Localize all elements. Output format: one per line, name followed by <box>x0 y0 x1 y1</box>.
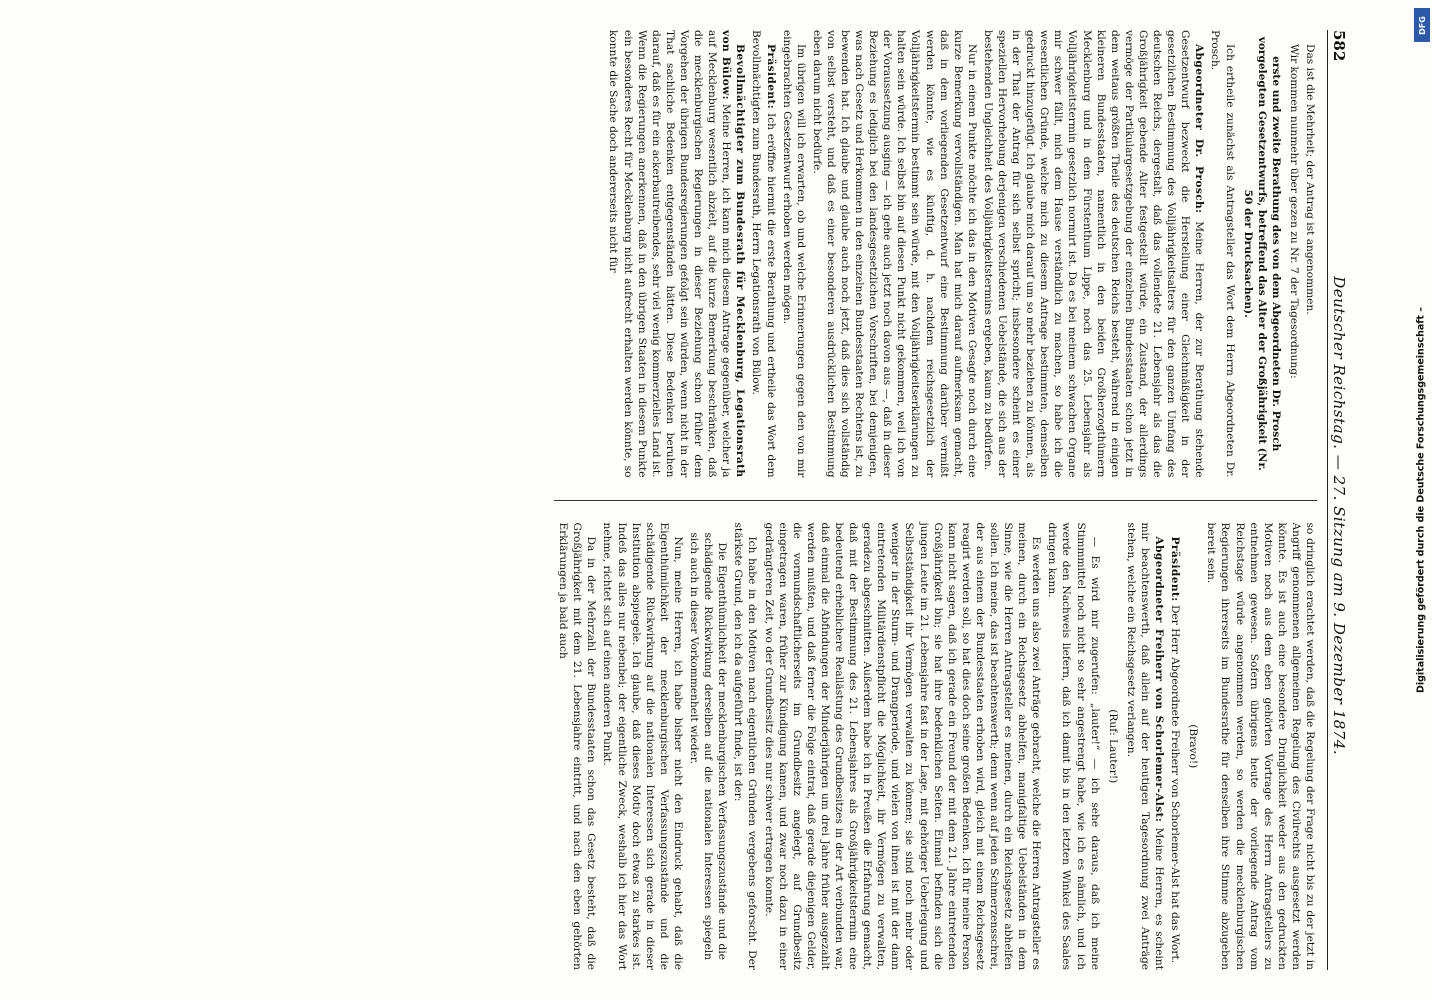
body-paragraph: Es werden uns also zwei Anträge gebracht, welche die Herren Antragsteller es meinen, durch ein Reichsgesetz abhelfen, manigfaltige Uebelständen in dem Sinne, wie die Herren Antragsteller es meinen, durch ein Reichsgesetz abhelfen sollen. Ich meine, das ist beachtenswerth; denn wenn auf jeden Schmerzensschrei, der aus einem der Bundesstaaten erhoben wird, gleich mit einem Reichsgesetz reagirt werden soll, so hat dies doch seine großen Bedenken. Ich für meine Person kann nicht sagen, daß ich gerade ein Freund der mit dem 21. Jahre eintretenden Großjährigkeit bin; sie hat ihre bedenklichen Seiten. Einmal befinden sich die jungen Leute im 21. Lebensjahre fast in der Lage, mit gehöriger Ueberlegung und Selbstständigkeit ihr Vermögen verwalten zu können; sie sind noch mehr oder weniger in der Sturm- und Drangperiode, und vielen von ihnen ist mit der dann eintretenden Militärdienstpflicht die Möglichkeit, ihr Vermögen zu verwalten, geradezu abgeschnitten. Außerdem habe ich in Preußen die Erfahrung gemacht, daß mit der Bestimmung des 21. Lebensjahres als Großjährigkeitstermin eine bedeutend erheblichere Reallästung des Grundbesitzes in der Art verbunden war, daß einmal die Abfindungen der Minderjährigen um drei Jahre früher ausgezahlt werden mußten, und daß ferner die Folge eintrat, daß gerade diejenigen Gelder, die vormundschaftlicherseits im Grundbesitz angelegt, auf Grundbesitz eingetragen waren, früher zur Kündigung kamen, und zwar noch dazu in einer gedrängteren Zeit, wo der Grundbesitz dies nur schwer ertragen konnte. <box>762 522 1043 970</box>
page-title: Deutscher Reichstag. — 27. Sitzung am 9. Dezember 1874. <box>1330 276 1348 756</box>
speech-paragraph <box>1124 523 1166 971</box>
page-number: 582 <box>1330 30 1348 62</box>
dfg-logo-badge <box>1414 8 1430 42</box>
left-column <box>554 30 1317 478</box>
speaker-name: Präsident: <box>764 44 777 110</box>
dfg-logo-text: DFG <box>1417 15 1427 35</box>
agenda-item: erste und zweite Berathung des von dem Abgeordneten Dr. Prosch vorgelegten Gesetzentwurfs, betreffend das Alter der Großjährigkeit (Nr. 50 der Drucksachen). <box>1241 36 1282 471</box>
quoted-passage: Die Eigenthümlichkeit der mecklenburgischen Verfassungszustände und die schädigende Rückwirkung derselben auf die nationalen Interessen spiegeln sich auch in dieser Vorkommenheit wieder. <box>688 532 729 960</box>
body-paragraph: — Es wird mir zugerufen: „lauter!“ — ich sehe daraus, daß ich meine Stimmmittel noch nicht so sehr angestrengt habe, wie ich es nämlich, und ich werde den Nachweis liefern, daß ich damit bis in den letzten Winkel des Saales dringen kann. <box>1046 522 1101 970</box>
speech-text: Meine Herren, es scheint mir beachtenswerth, daß allein auf der heutigen Tagesordnung zwei Anträge stehen, welche ein Reichsgesetz verlangen. <box>1124 522 1166 970</box>
body-paragraph: Nur in einem Punkte möchte ich das in den Motiven Gesagte noch durch eine kurze Bemerkung vervollständigen. Man hat mich darauf aufmerksam gemacht, daß in dem vorliegenden Gesetzentwurf eine Bestimmung darüber vermißt werden könnte, wie es künftig, d. h. nachdem reichsgesetzlich der Volljährigkeitstermin bestimmt sein würde, mit den Volljährigkeitserklärungen zu halten sein würde. Ich selbst bin auf diesen Punkt nicht gekommen, weil ich von der Voraussetzung ausging — ich gehe auch jetzt noch davon aus —, daß in dieser Beziehung es lediglich bei den landesgesetzlichen Vorschriften, bei demjenigen, was nach Gesetz und Herkommen in den einzelnen Bundesstaaten Rechtens ist, zu bewenden hat. Ich glaube und glaube auch noch jetzt, daß dies sich vollständig von selbst versteht, und daß es einer besonderen ausdrücklichen Bestimmung eben darum nicht bedürfe. <box>810 30 978 478</box>
speech-paragraph <box>749 30 777 478</box>
body-paragraph: Da in der Mehrzahl der Bundesstaaten schon das Gesetz besteht, daß die Großjährigkeit mit dem 21. Lebensjahre eintritt, und nach den eben gehörten Erklärungen ja bald auch <box>557 522 598 970</box>
speech-text: Meine Herren, der zur Berathung stehende Gesetzentwurf bezweckt die Herstellung einer Gleichmäßigkeit in der gesetzlichen Bestimmung des Volljährigkeitsalters für den ganzen Umfang des deutschen Reichs, dergestalt, daß das vollendete 21. Lebensjahr als das die Großjährigkeit gebende Alter festgestellt würde, ein Zustand, der allerdings vermöge der Partikulargesetzgebung der einzelnen Bundesstaaten schon jetzt in dem weitaus größten Theile des deutschen Reichs besteht, während in einigen kleineren Bundesstaaten, namentlich in den beiden Großherzogthümern Mecklenburg und in dem Fürstenthum Lippe, noch das 25. Lebensjahr als Volljährigkeitstermin gesetzlich normirt ist. Da es bei meinem schwachen Organe mir schwer fällt, mich dem Hause verständlich zu machen, so habe ich die wesentlichen Gründe, welche mich zu diesem Antrage bestimmten, demselben gedruckt hinzugefügt. Ich glaube mich darauf um so mehr beziehen zu können, als in der That der Antrag für sich selbst spricht; insbesondere scheint es einer speziellen Hervorhebung derjenigen verschiedenen Uebelstände, die sich aus der bestehenden Ungleichheit des Volljährigkeitstermins ergeben, kaum zu bedürfen. <box>981 30 1206 478</box>
interjection: (Bravo!) <box>1187 724 1200 769</box>
digitization-credit: Digitalisierung gefördert durch die Deutsche Forschungsgemeinschaft – <box>1415 306 1427 694</box>
speech-text: Ich eröffne hiermit die erste Berathung und ertheile das Wort dem Bevollmächtigten zum Bundesrath, Herrn Legationsrath von Bülow. <box>750 30 777 478</box>
speaker-name: Präsident: <box>1169 536 1182 602</box>
page-header <box>1327 30 1358 970</box>
body-paragraph: Nun, meine Herren, ich habe bisher nicht den Eindruck gehabt, daß die Eigenthümlichkeit der mecklenburgischen Verfassungszustände und die schädigende Rückwirkung auf die nationalen Interessen sich gerade in dieser Institution abspiegele. Ich glaube, daß dieses Motiv doch etwas zu starkes ist. Indeß das alles nur nebenbei; der eigentliche Zweck, weshalb ich hier das Wort nehme, richtet sich auf einen anderen Punkt. <box>601 522 684 970</box>
speaker-name: Bevollmächtigter zum Bundesrath für Mecklenburg, Legationsrath von Bülow: <box>720 30 747 478</box>
speech-text: Meine Herren, ich kann mich diesem Antrage gegenüber, welcher ja auf Mecklenburg wesentlich abzielt, auf die kurze Bemerkung beschränken, daß die mecklenburgischen Regierungen in dieser Beziehung schon früher dem Vorgehen der übrigen Bundesregierungen gefolgt sein würden, wenn nicht in der That sachliche Bedenken entgegenständen hätten. Diese Bedenken beruhen darauf, daß es für ein ackerbautreibendes, sehr viel wenig kommerzielles Land ist. Wenn die Regierungen anerkennen, daß in den übrigen Staaten in diesem Punkte ein besonderes Recht für Mecklenburg nicht aufrecht erhalten werden könnte, so konnte die Sache doch andererseits nicht für <box>607 30 733 478</box>
column-divider <box>554 500 1317 501</box>
interjection: (Ruf: Lauter!) <box>1106 709 1119 784</box>
speech-paragraph <box>606 30 747 478</box>
speaker-name: Abgeordneter Freiherr von Schorlemer-Alst: <box>1153 536 1166 823</box>
text-columns <box>554 30 1317 970</box>
speaker-name: Abgeordneter Dr. Prosch: <box>1193 44 1206 214</box>
body-paragraph: Das ist die Mehrheit; der Antrag ist angenommen. <box>1304 44 1316 315</box>
speech-text: Der Herr Abgeordnete Freiherr von Schorlemer-Alst hat das Wort. <box>1169 604 1182 964</box>
speech-paragraph <box>1168 523 1182 971</box>
body-paragraph: so dringlich erachtet werden, daß die Regelung der Frage nicht bis zu der jetzt in Angriff genommenen allgemeinen Regelung des Civilrechts ausgesetzt werden könnte. Es ist auch eine besondere Dringlichkeit weder aus den gedruckten Motiven noch aus dem eben gehörten Vortrage des Herrn Antragstellers zu entnehmen gewesen. Sofern übrigens heute der vorliegende Antrag vom Reichstage würde angenommen werden, so werden die mecklenburgischen Regierungen ihrerseits im Bundesrathe für denselben ihre Stimme abzugeben bereit sein. <box>1205 522 1316 970</box>
right-column <box>554 523 1317 971</box>
body-paragraph: Im übrigen will ich erwarten, ob und welche Erinnerungen gegen den von mir eingebrachten Gesetzentwurf erhoben werden mögen. <box>780 30 807 478</box>
body-paragraph: Ich ertheile zunächst als Antragsteller das Wort dem Herrn Abgeordneten Dr. Prosch. <box>1209 30 1236 478</box>
speech-paragraph <box>981 30 1207 478</box>
document-page <box>66 0 1366 1000</box>
body-paragraph: Ich habe in den Motiven nach eigentlichen Gründen vergebens geforscht. Der stärkste Grund, den ich da aufgeführt finde, ist der: <box>732 522 759 970</box>
body-paragraph: Wir kommen nunmehr über gezen zu Nr. 7 der Tagesordnung: <box>1287 44 1300 379</box>
